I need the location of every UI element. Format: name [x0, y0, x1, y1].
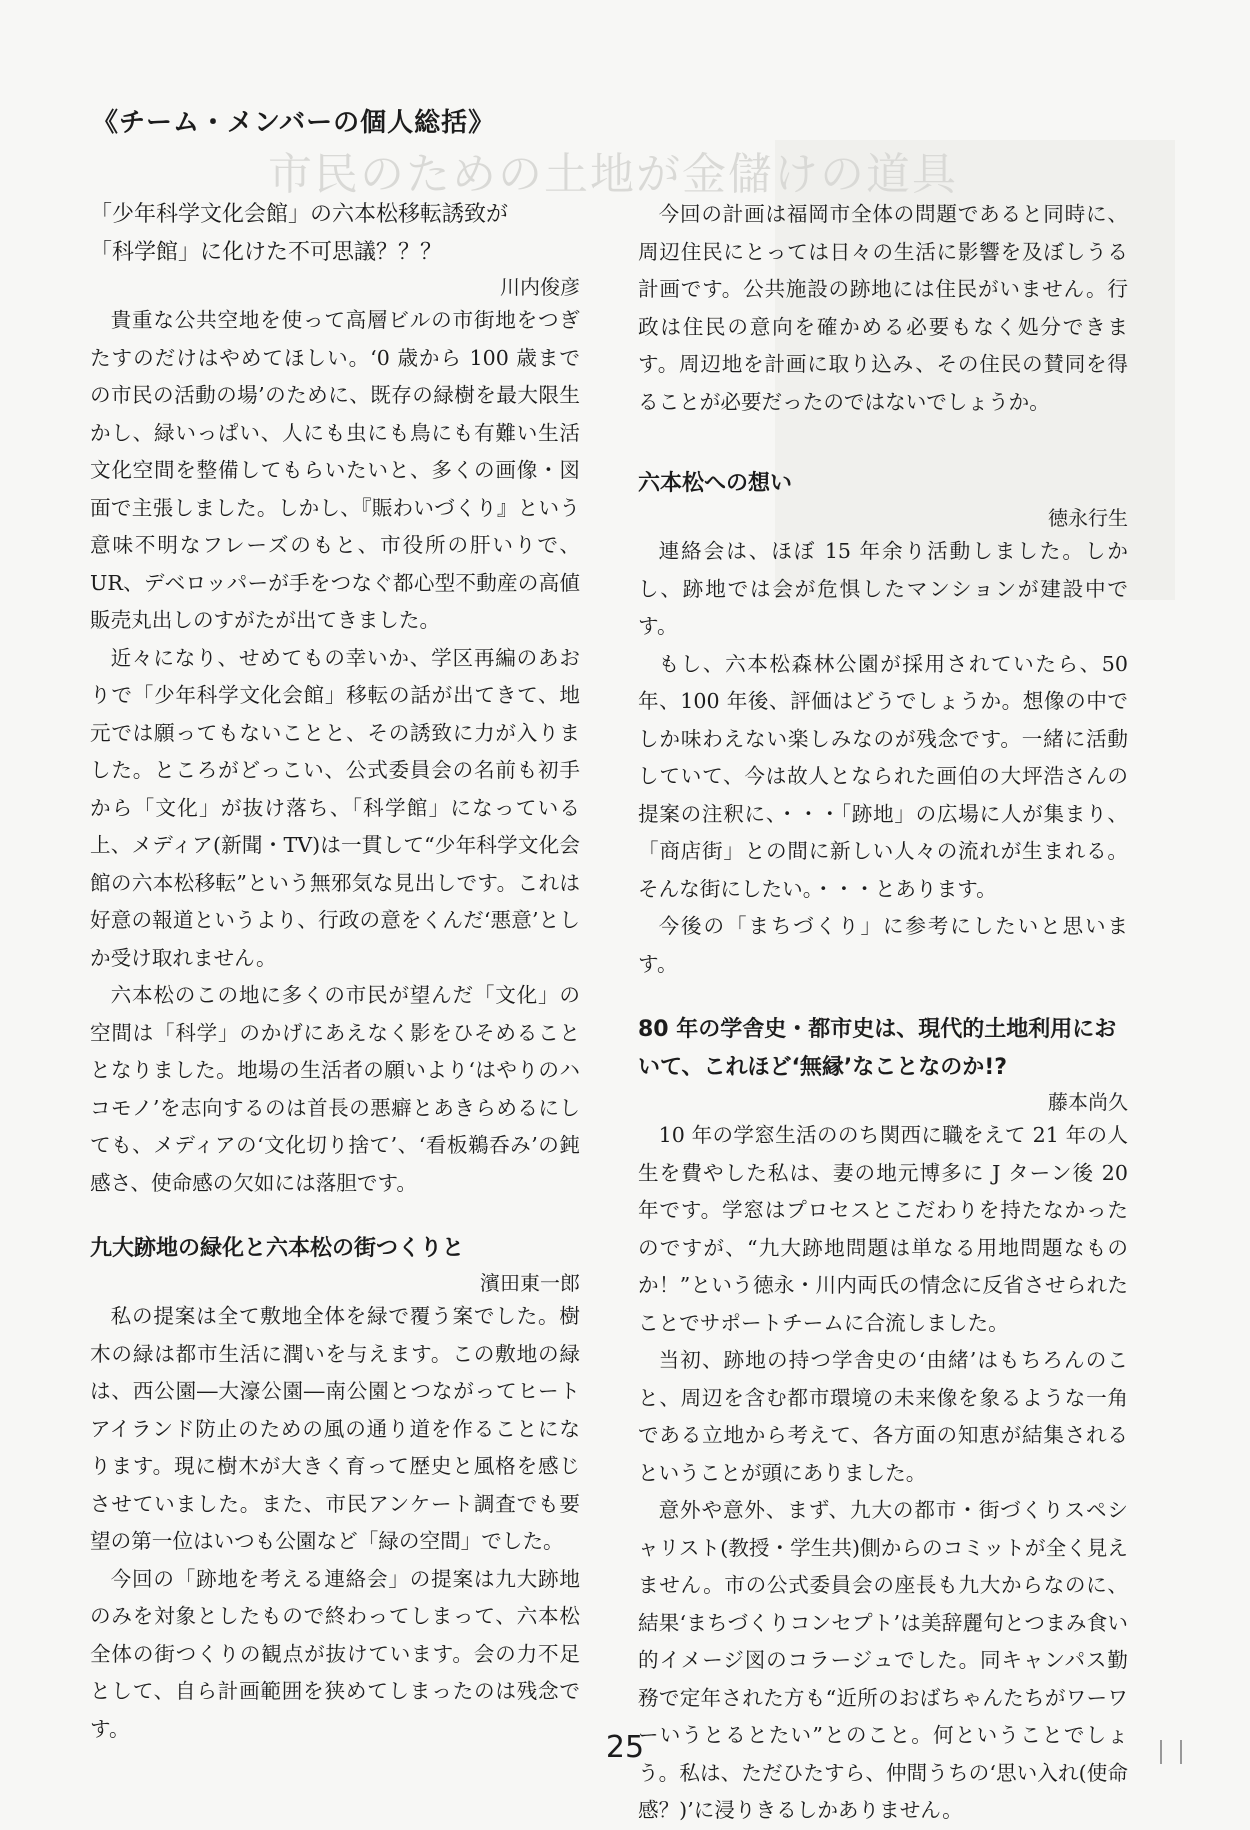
- paragraph: 連絡会は、ほぼ 15 年余り活動しました。しかし、跡地では会が危惧したマンションが建設中です。: [638, 539, 1128, 638]
- article-title: [90, 196, 580, 272]
- article-title-line: 「少年科学文化会館」の六本松移転誘致が: [90, 202, 509, 227]
- paragraph: 意外や意外、まず、九大の都市・街づくりスペシャリスト(教授・学生共)側からのコミットが全く見えません。市の公式委員会の座長も九大からなのに、結果‘まちづくりコンセプト’は美辞麗句とつまみ食い的イメージ図のコラージュでした。同キャンパス勤務で定年された方も“近所のおばちゃんたちがワーワーいうとるとたい”とのこと。何ということでしょう。私は、ただひたすら、仲間うちの‘思い入れ(使命感？)’に浸りきるしかありません。: [638, 1498, 1128, 1822]
- right-column: [638, 196, 1128, 1830]
- paragraph: 今回の「跡地を考える連絡会」の提案は九大跡地のみを対象としたもので終わってしまって、六本松全体の街つくりの観点が抜けています。会の力不足として、自ら計画範囲を狭めてしまったのは残念です。: [90, 1566, 580, 1741]
- paragraph: 今後の「まちづくり」に参考にしたいと思います。: [638, 914, 1128, 976]
- page-number: 25: [605, 1730, 645, 1765]
- paragraph: 今回の計画は福岡市全体の問題であると同時に、周辺住民にとっては日々の生活に影響を及ぼしうる計画です。公共施設の跡地には住民がいません。行政は住民の意向を確かめる必要もなく処分できます。周辺地を計画に取り込み、その住民の賛同を得ることが必要だったのではないでしょうか。: [638, 202, 1128, 414]
- paragraph: 私の提案は全て敷地全体を緑で覆う案でした。樹木の緑は都市生活に潤いを与えます。この敷地の緑は、西公園―大濠公園―南公園とつながってヒートアイランド防止のための風の通り道を作ることになります。現に樹木が大きく育って歴史と風格を感じさせていました。また、市民アンケート調査でも要望の第一位はいつも公園など「緑の空間」でした。: [90, 1304, 580, 1553]
- article-author: 藤本尚久: [1048, 1090, 1128, 1114]
- article-title: 六本松への想い: [638, 471, 793, 496]
- paragraph: もし、六本松森林公園が採用されていたら、50 年、100 年後、評価はどうでしょうか。想像の中でしか味わえない楽しみなのが残念です。一緒に活動していて、今は故人となられた画伯の大坪浩さんの提案の注釈に、・・・「跡地」の広場に人が集まり、「商店街」との間に新しい人々の流れが生まれる。そんな街にしたい。・・・とあります。: [638, 651, 1128, 901]
- paragraph: 近々になり、せめてもの幸いか、学区再編のあおりで「少年科学文化会館」移転の話が出てきて、地元では願ってもないことと、その誘致に力が入りました。ところがどっこい、公式委員会の名前も初手から「文化」が抜け落ち、「科学館」になっている上、メディア(新聞・TV)は一貫して“少年科学文化会館の六本松移転”という無邪気な見出しです。これは好意の報道というより、行政の意をくんだ‘悪意’としか受け取れません。: [90, 645, 580, 970]
- article-title: 九大跡地の緑化と六本松の街つくりと: [90, 1236, 465, 1261]
- article-title: 80 年の学舎史・都市史は、現代的土地利用において、これほど‘無縁’なことなのか!?: [638, 1017, 1117, 1080]
- article-author: 濱田東一郎: [480, 1271, 580, 1295]
- left-column: [90, 196, 580, 1748]
- paragraph: 貴重な公共空地を使って高層ビルの市街地をつぎたすのだけはやめてほしい。‘0 歳から 100 歳までの市民の活動の場’のために、既存の緑樹を最大限生かし、緑いっぱい、人にも虫にも鳥にも有難い生活文化空間を整備してもらいたいと、多くの画像・図面で主張しました。しかし、『賑わいづくり』という意味不明なフレーズのもと、市役所の肝いりで、UR、デベロッパーが手をつなぐ都心型不動産の高値販売丸出しのすがたが出てきました。: [90, 308, 580, 632]
- article-author: 徳永行生: [1048, 506, 1128, 530]
- paragraph: 10 年の学窓生活ののち関西に職をえて 21 年の人生を費やした私は、妻の地元博多に J ターン後 20 年です。学窓はプロセスとこだわりを持たなかったのですが、“九大跡地問題は単なる用地問題なものか！”という徳永・川内両氏の情念に反省させられたことでサポートチームに合流しました。: [638, 1123, 1128, 1335]
- article-author: 川内俊彦: [500, 275, 580, 299]
- paragraph: 当初、跡地の持つ学舎史の‘由緒’はもちろんのこと、周辺を含む都市環境の未来像を象るような一角である立地から考えて、各方面の知恵が結集されるということが頭にありました。: [638, 1348, 1128, 1485]
- show-through-heading: 市民のための土地が金儲けの道具: [268, 149, 958, 200]
- paragraph: 六本松のこの地に多くの市民が望んだ「文化」の空間は「科学」のかげにあえなく影をひそめることとなりました。地場の生活者の願いより‘はやりのハコモノ’を志向するのは首長の悪癖とあきらめるにしても、メディアの‘文化切り捨て’、‘看板鵜呑み’の鈍感さ、使命感の欠如には落胆です。: [90, 983, 580, 1195]
- section-header: 《チーム・メンバーの個人総括》: [92, 108, 496, 138]
- article-title-line: 「科学館」に化けた不可思議？？？: [90, 240, 443, 265]
